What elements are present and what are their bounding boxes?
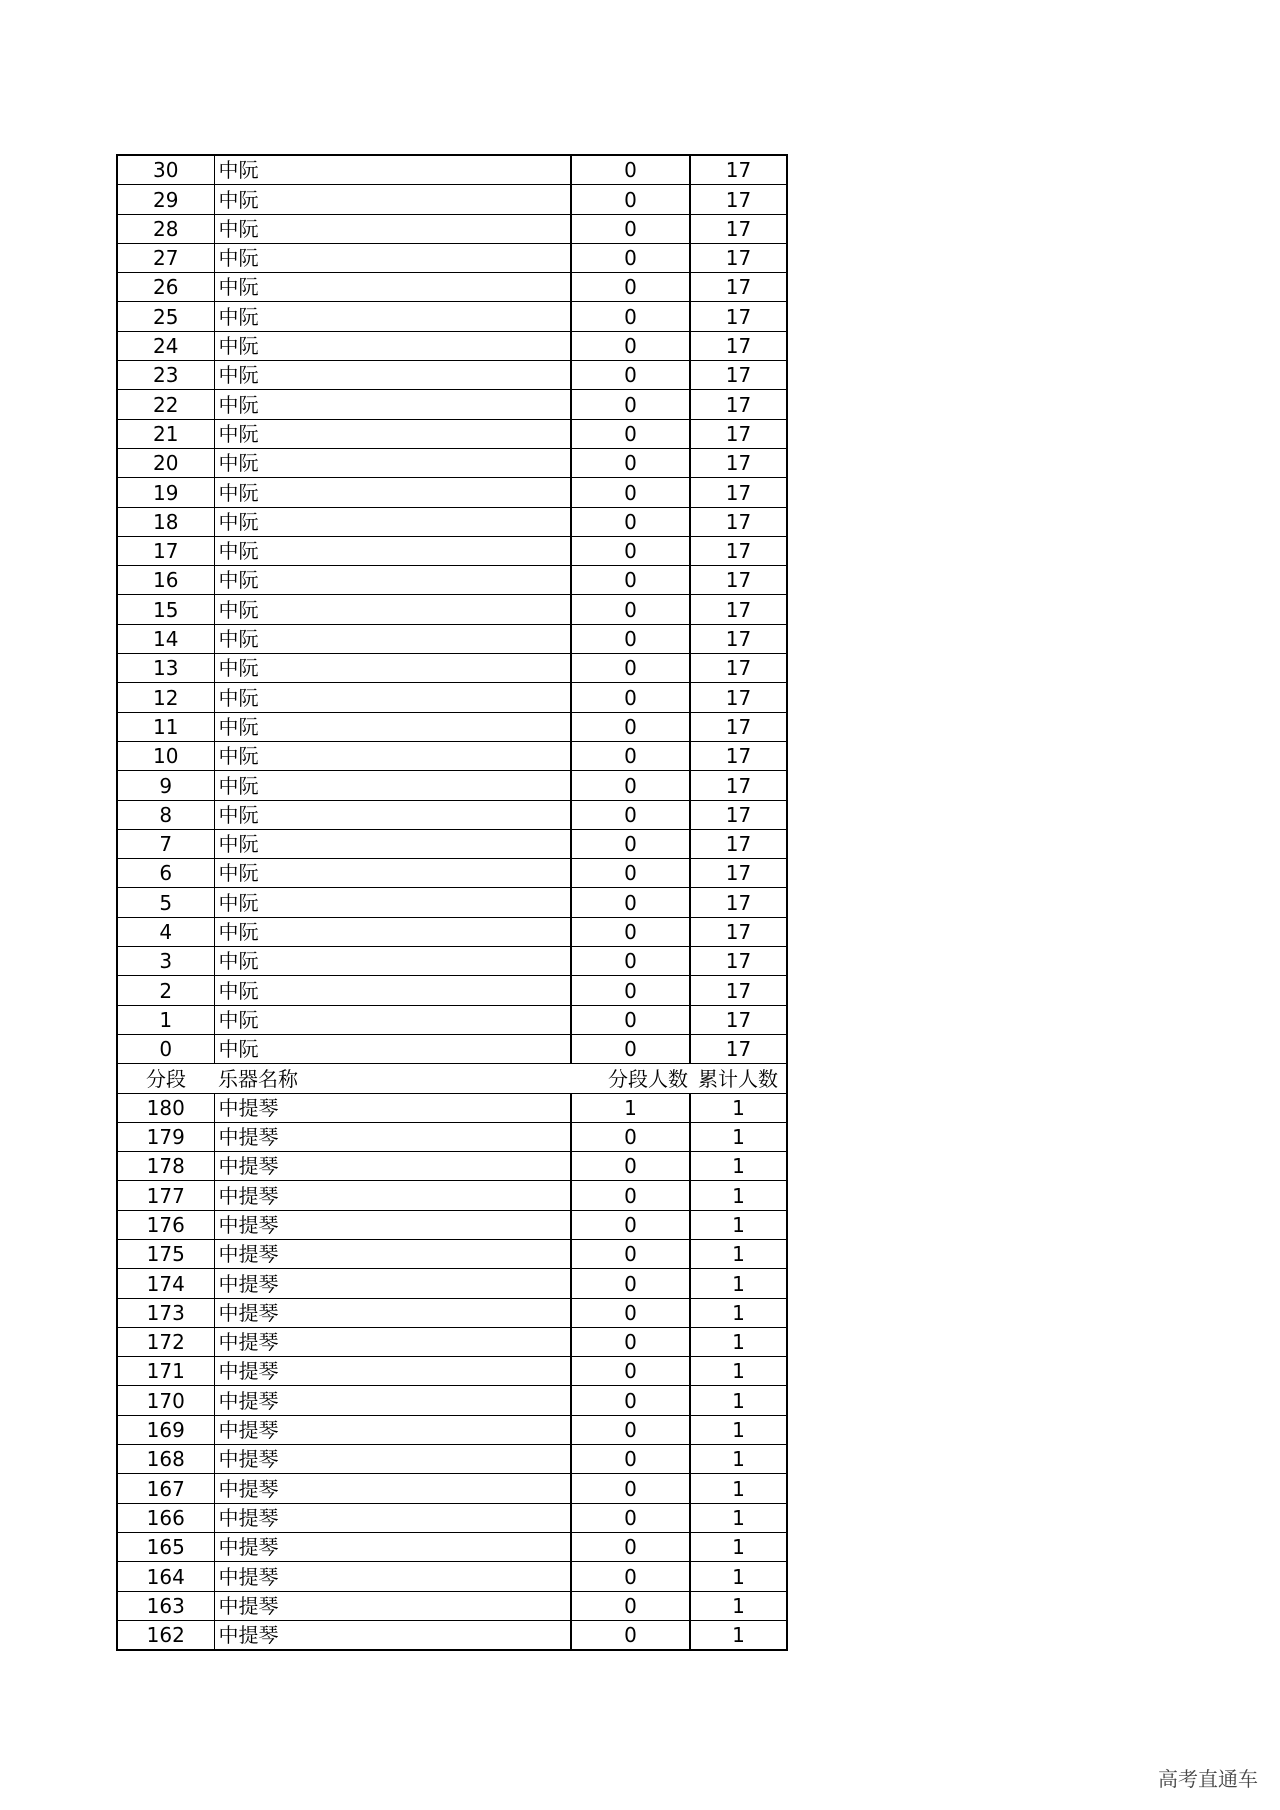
segment-count-cell: 0 bbox=[571, 1210, 690, 1239]
table-row bbox=[117, 214, 787, 243]
instrument-cell: 中提琴 bbox=[214, 1122, 571, 1151]
instrument-cell: 中提琴 bbox=[214, 1386, 571, 1415]
cumulative-count-cell: 1 bbox=[690, 1210, 787, 1239]
segment-count-cell: 0 bbox=[571, 302, 690, 331]
score-cell: 8 bbox=[117, 800, 214, 829]
table-row bbox=[117, 1239, 787, 1268]
score-cell: 168 bbox=[117, 1445, 214, 1474]
cumulative-count-cell: 1 bbox=[690, 1181, 787, 1210]
cumulative-count-cell: 17 bbox=[690, 712, 787, 741]
cumulative-count-cell: 17 bbox=[690, 478, 787, 507]
footer-watermark: 高考直通车 bbox=[1158, 1767, 1258, 1791]
segment-count-cell: 0 bbox=[571, 419, 690, 448]
cumulative-count-cell: 17 bbox=[690, 683, 787, 712]
segment-count-cell: 0 bbox=[571, 1298, 690, 1327]
table-row bbox=[117, 1591, 787, 1620]
table-row bbox=[117, 1562, 787, 1591]
score-cell: 165 bbox=[117, 1532, 214, 1561]
instrument-cell: 中阮 bbox=[214, 859, 571, 888]
instrument-cell: 中阮 bbox=[214, 155, 571, 185]
table-row bbox=[117, 566, 787, 595]
segment-count-cell: 0 bbox=[571, 1591, 690, 1620]
cumulative-count-cell: 17 bbox=[690, 419, 787, 448]
score-cell: 26 bbox=[117, 273, 214, 302]
score-cell: 166 bbox=[117, 1503, 214, 1532]
cumulative-count-cell: 1 bbox=[690, 1532, 787, 1561]
instrument-cell: 中阮 bbox=[214, 595, 571, 624]
table-body bbox=[117, 155, 787, 1650]
instrument-cell: 中提琴 bbox=[214, 1474, 571, 1503]
instrument-cell: 中提琴 bbox=[214, 1532, 571, 1561]
instrument-cell: 中提琴 bbox=[214, 1562, 571, 1591]
instrument-cell: 中阮 bbox=[214, 214, 571, 243]
instrument-cell: 中阮 bbox=[214, 1034, 571, 1063]
segment-count-cell: 0 bbox=[571, 273, 690, 302]
cumulative-count-cell: 17 bbox=[690, 771, 787, 800]
cumulative-count-cell: 1 bbox=[690, 1357, 787, 1386]
table-row bbox=[117, 1474, 787, 1503]
score-cell: 177 bbox=[117, 1181, 214, 1210]
score-cell: 28 bbox=[117, 214, 214, 243]
instrument-cell: 中阮 bbox=[214, 273, 571, 302]
cumulative-count-cell: 1 bbox=[690, 1093, 787, 1122]
segment-count-cell: 0 bbox=[571, 507, 690, 536]
table-row bbox=[117, 683, 787, 712]
instrument-cell: 中阮 bbox=[214, 624, 571, 653]
cumulative-count-cell: 1 bbox=[690, 1122, 787, 1151]
instrument-cell: 中阮 bbox=[214, 683, 571, 712]
cumulative-count-cell: 17 bbox=[690, 1005, 787, 1034]
segment-count-cell: 0 bbox=[571, 243, 690, 272]
cumulative-count-cell: 17 bbox=[690, 947, 787, 976]
table-row bbox=[117, 1269, 787, 1298]
table-row bbox=[117, 331, 787, 360]
table-row bbox=[117, 624, 787, 653]
cumulative-count-cell: 17 bbox=[690, 829, 787, 858]
table-row bbox=[117, 273, 787, 302]
cumulative-count-cell: 17 bbox=[690, 243, 787, 272]
score-cell: 13 bbox=[117, 654, 214, 683]
cumulative-count-cell: 1 bbox=[690, 1415, 787, 1444]
segment-count-cell: 0 bbox=[571, 1474, 690, 1503]
instrument-cell: 中阮 bbox=[214, 536, 571, 565]
table-row bbox=[117, 536, 787, 565]
table-row bbox=[117, 1445, 787, 1474]
instrument-cell: 中提琴 bbox=[214, 1445, 571, 1474]
segment-count-cell: 0 bbox=[571, 1122, 690, 1151]
header-row bbox=[117, 1064, 787, 1093]
table-row bbox=[117, 712, 787, 741]
instrument-cell: 中阮 bbox=[214, 361, 571, 390]
score-cell: 170 bbox=[117, 1386, 214, 1415]
segment-count-cell: 0 bbox=[571, 361, 690, 390]
score-cell: 24 bbox=[117, 331, 214, 360]
score-cell: 20 bbox=[117, 448, 214, 477]
score-cell: 3 bbox=[117, 947, 214, 976]
cumulative-count-cell: 1 bbox=[690, 1562, 787, 1591]
score-cell: 173 bbox=[117, 1298, 214, 1327]
cumulative-count-cell: 1 bbox=[690, 1445, 787, 1474]
segment-count-cell: 0 bbox=[571, 448, 690, 477]
table-row bbox=[117, 1298, 787, 1327]
segment-count-cell: 0 bbox=[571, 947, 690, 976]
instrument-cell: 中阮 bbox=[214, 654, 571, 683]
segment-count-cell: 0 bbox=[571, 1386, 690, 1415]
table-row bbox=[117, 829, 787, 858]
instrument-cell: 中阮 bbox=[214, 390, 571, 419]
cumulative-count-cell: 1 bbox=[690, 1239, 787, 1268]
table-row bbox=[117, 185, 787, 214]
segment-count-cell: 0 bbox=[571, 829, 690, 858]
segment-count-cell: 0 bbox=[571, 1357, 690, 1386]
instrument-cell: 中提琴 bbox=[214, 1269, 571, 1298]
instrument-cell: 中阮 bbox=[214, 771, 571, 800]
segment-count-cell: 0 bbox=[571, 214, 690, 243]
table-row bbox=[117, 888, 787, 917]
cumulative-count-cell: 17 bbox=[690, 185, 787, 214]
instrument-cell: 中提琴 bbox=[214, 1591, 571, 1620]
table-row bbox=[117, 1210, 787, 1239]
segment-count-cell: 0 bbox=[571, 654, 690, 683]
instrument-cell: 中提琴 bbox=[214, 1181, 571, 1210]
table-row bbox=[117, 741, 787, 770]
cumulative-count-cell: 1 bbox=[690, 1269, 787, 1298]
score-cell: 169 bbox=[117, 1415, 214, 1444]
score-cell: 175 bbox=[117, 1239, 214, 1268]
instrument-cell: 中提琴 bbox=[214, 1093, 571, 1122]
table-row bbox=[117, 1034, 787, 1063]
table-row bbox=[117, 1620, 787, 1650]
instrument-cell: 中阮 bbox=[214, 478, 571, 507]
table-row bbox=[117, 917, 787, 946]
score-cell: 10 bbox=[117, 741, 214, 770]
table-row bbox=[117, 1181, 787, 1210]
segment-count-cell: 0 bbox=[571, 771, 690, 800]
score-cell: 15 bbox=[117, 595, 214, 624]
table-row bbox=[117, 595, 787, 624]
instrument-cell: 中阮 bbox=[214, 566, 571, 595]
cumulative-count-cell: 17 bbox=[690, 566, 787, 595]
score-cell: 1 bbox=[117, 1005, 214, 1034]
cumulative-count-cell: 17 bbox=[690, 741, 787, 770]
segment-count-cell: 0 bbox=[571, 1152, 690, 1181]
score-cell: 11 bbox=[117, 712, 214, 741]
score-cell: 23 bbox=[117, 361, 214, 390]
score-cell: 171 bbox=[117, 1357, 214, 1386]
cumulative-count-cell: 17 bbox=[690, 536, 787, 565]
score-cell: 7 bbox=[117, 829, 214, 858]
header-score: 分段 bbox=[117, 1064, 214, 1093]
instrument-cell: 中阮 bbox=[214, 976, 571, 1005]
header-cumulative-count: 累计人数 bbox=[690, 1064, 787, 1093]
segment-count-cell: 0 bbox=[571, 185, 690, 214]
cumulative-count-cell: 17 bbox=[690, 595, 787, 624]
segment-count-cell: 0 bbox=[571, 566, 690, 595]
table-row bbox=[117, 1503, 787, 1532]
segment-count-cell: 0 bbox=[571, 331, 690, 360]
segment-count-cell: 0 bbox=[571, 741, 690, 770]
cumulative-count-cell: 17 bbox=[690, 1034, 787, 1063]
cumulative-count-cell: 17 bbox=[690, 976, 787, 1005]
segment-count-cell: 0 bbox=[571, 1445, 690, 1474]
cumulative-count-cell: 17 bbox=[690, 917, 787, 946]
table-row bbox=[117, 361, 787, 390]
instrument-cell: 中阮 bbox=[214, 419, 571, 448]
segment-count-cell: 0 bbox=[571, 1034, 690, 1063]
table-row bbox=[117, 302, 787, 331]
instrument-cell: 中提琴 bbox=[214, 1503, 571, 1532]
cumulative-count-cell: 17 bbox=[690, 331, 787, 360]
segment-count-cell: 0 bbox=[571, 390, 690, 419]
score-cell: 12 bbox=[117, 683, 214, 712]
cumulative-count-cell: 1 bbox=[690, 1298, 787, 1327]
score-cell: 4 bbox=[117, 917, 214, 946]
table-row bbox=[117, 419, 787, 448]
segment-count-cell: 0 bbox=[571, 595, 690, 624]
cumulative-count-cell: 17 bbox=[690, 888, 787, 917]
cumulative-count-cell: 1 bbox=[690, 1327, 787, 1356]
instrument-cell: 中阮 bbox=[214, 829, 571, 858]
cumulative-count-cell: 17 bbox=[690, 390, 787, 419]
score-cell: 19 bbox=[117, 478, 214, 507]
cumulative-count-cell: 17 bbox=[690, 859, 787, 888]
score-cell: 18 bbox=[117, 507, 214, 536]
table-row bbox=[117, 243, 787, 272]
score-cell: 176 bbox=[117, 1210, 214, 1239]
segment-count-cell: 0 bbox=[571, 712, 690, 741]
table-row bbox=[117, 1357, 787, 1386]
instrument-cell: 中提琴 bbox=[214, 1210, 571, 1239]
score-cell: 180 bbox=[117, 1093, 214, 1122]
cumulative-count-cell: 1 bbox=[690, 1386, 787, 1415]
instrument-cell: 中阮 bbox=[214, 917, 571, 946]
segment-count-cell: 0 bbox=[571, 859, 690, 888]
table-row bbox=[117, 155, 787, 185]
table-row bbox=[117, 1122, 787, 1151]
instrument-cell: 中阮 bbox=[214, 1005, 571, 1034]
instrument-cell: 中阮 bbox=[214, 741, 571, 770]
table-row bbox=[117, 771, 787, 800]
cumulative-count-cell: 17 bbox=[690, 507, 787, 536]
segment-count-cell: 0 bbox=[571, 536, 690, 565]
segment-count-cell: 0 bbox=[571, 1503, 690, 1532]
header-segment-count: 分段人数 bbox=[571, 1064, 690, 1093]
instrument-cell: 中提琴 bbox=[214, 1152, 571, 1181]
table-row bbox=[117, 1415, 787, 1444]
instrument-cell: 中阮 bbox=[214, 947, 571, 976]
segment-count-cell: 0 bbox=[571, 624, 690, 653]
score-cell: 29 bbox=[117, 185, 214, 214]
segment-count-cell: 0 bbox=[571, 478, 690, 507]
table-row bbox=[117, 1327, 787, 1356]
table-row bbox=[117, 654, 787, 683]
cumulative-count-cell: 17 bbox=[690, 214, 787, 243]
cumulative-count-cell: 17 bbox=[690, 302, 787, 331]
score-cell: 5 bbox=[117, 888, 214, 917]
score-cell: 27 bbox=[117, 243, 214, 272]
header-instrument: 乐器名称 bbox=[214, 1064, 571, 1093]
instrument-cell: 中提琴 bbox=[214, 1415, 571, 1444]
segment-count-cell: 0 bbox=[571, 1327, 690, 1356]
table-row bbox=[117, 1093, 787, 1122]
instrument-cell: 中提琴 bbox=[214, 1327, 571, 1356]
instrument-cell: 中提琴 bbox=[214, 1239, 571, 1268]
score-cell: 172 bbox=[117, 1327, 214, 1356]
instrument-cell: 中提琴 bbox=[214, 1620, 571, 1650]
segment-count-cell: 0 bbox=[571, 888, 690, 917]
segment-count-cell: 0 bbox=[571, 800, 690, 829]
instrument-cell: 中阮 bbox=[214, 331, 571, 360]
cumulative-count-cell: 17 bbox=[690, 155, 787, 185]
score-cell: 9 bbox=[117, 771, 214, 800]
score-cell: 162 bbox=[117, 1620, 214, 1650]
score-cell: 174 bbox=[117, 1269, 214, 1298]
score-cell: 17 bbox=[117, 536, 214, 565]
score-cell: 16 bbox=[117, 566, 214, 595]
segment-count-cell: 0 bbox=[571, 1532, 690, 1561]
cumulative-count-cell: 1 bbox=[690, 1474, 787, 1503]
segment-count-cell: 0 bbox=[571, 1269, 690, 1298]
segment-count-cell: 0 bbox=[571, 1562, 690, 1591]
table-row bbox=[117, 947, 787, 976]
score-cell: 178 bbox=[117, 1152, 214, 1181]
score-cell: 21 bbox=[117, 419, 214, 448]
score-cell: 163 bbox=[117, 1591, 214, 1620]
segment-count-cell: 0 bbox=[571, 1415, 690, 1444]
instrument-cell: 中阮 bbox=[214, 448, 571, 477]
segment-count-cell: 0 bbox=[571, 1239, 690, 1268]
instrument-cell: 中提琴 bbox=[214, 1298, 571, 1327]
segment-count-cell: 0 bbox=[571, 1620, 690, 1650]
table-row bbox=[117, 448, 787, 477]
table-row bbox=[117, 800, 787, 829]
instrument-cell: 中阮 bbox=[214, 712, 571, 741]
table-row bbox=[117, 1386, 787, 1415]
table-row bbox=[117, 976, 787, 1005]
table-row bbox=[117, 1532, 787, 1561]
instrument-cell: 中阮 bbox=[214, 302, 571, 331]
segment-count-cell: 0 bbox=[571, 683, 690, 712]
score-cell: 25 bbox=[117, 302, 214, 331]
score-cell: 2 bbox=[117, 976, 214, 1005]
cumulative-count-cell: 17 bbox=[690, 800, 787, 829]
segment-count-cell: 0 bbox=[571, 917, 690, 946]
score-cell: 14 bbox=[117, 624, 214, 653]
cumulative-count-cell: 17 bbox=[690, 448, 787, 477]
cumulative-count-cell: 17 bbox=[690, 273, 787, 302]
segment-count-cell: 0 bbox=[571, 1181, 690, 1210]
instrument-cell: 中阮 bbox=[214, 888, 571, 917]
score-cell: 6 bbox=[117, 859, 214, 888]
segment-count-cell: 0 bbox=[571, 155, 690, 185]
table-row bbox=[117, 507, 787, 536]
segment-count-cell: 0 bbox=[571, 1005, 690, 1034]
table-row bbox=[117, 859, 787, 888]
score-cell: 22 bbox=[117, 390, 214, 419]
cumulative-count-cell: 1 bbox=[690, 1503, 787, 1532]
cumulative-count-cell: 1 bbox=[690, 1620, 787, 1650]
score-distribution-table bbox=[116, 154, 788, 1651]
instrument-cell: 中提琴 bbox=[214, 1357, 571, 1386]
cumulative-count-cell: 17 bbox=[690, 654, 787, 683]
segment-count-cell: 0 bbox=[571, 976, 690, 1005]
cumulative-count-cell: 1 bbox=[690, 1152, 787, 1181]
score-cell: 179 bbox=[117, 1122, 214, 1151]
score-cell: 164 bbox=[117, 1562, 214, 1591]
instrument-cell: 中阮 bbox=[214, 185, 571, 214]
cumulative-count-cell: 17 bbox=[690, 361, 787, 390]
table-row bbox=[117, 390, 787, 419]
table-row bbox=[117, 1005, 787, 1034]
cumulative-count-cell: 17 bbox=[690, 624, 787, 653]
score-cell: 0 bbox=[117, 1034, 214, 1063]
score-cell: 30 bbox=[117, 155, 214, 185]
table-row bbox=[117, 478, 787, 507]
cumulative-count-cell: 1 bbox=[690, 1591, 787, 1620]
instrument-cell: 中阮 bbox=[214, 507, 571, 536]
instrument-cell: 中阮 bbox=[214, 800, 571, 829]
instrument-cell: 中阮 bbox=[214, 243, 571, 272]
segment-count-cell: 1 bbox=[571, 1093, 690, 1122]
table-row bbox=[117, 1152, 787, 1181]
score-cell: 167 bbox=[117, 1474, 214, 1503]
